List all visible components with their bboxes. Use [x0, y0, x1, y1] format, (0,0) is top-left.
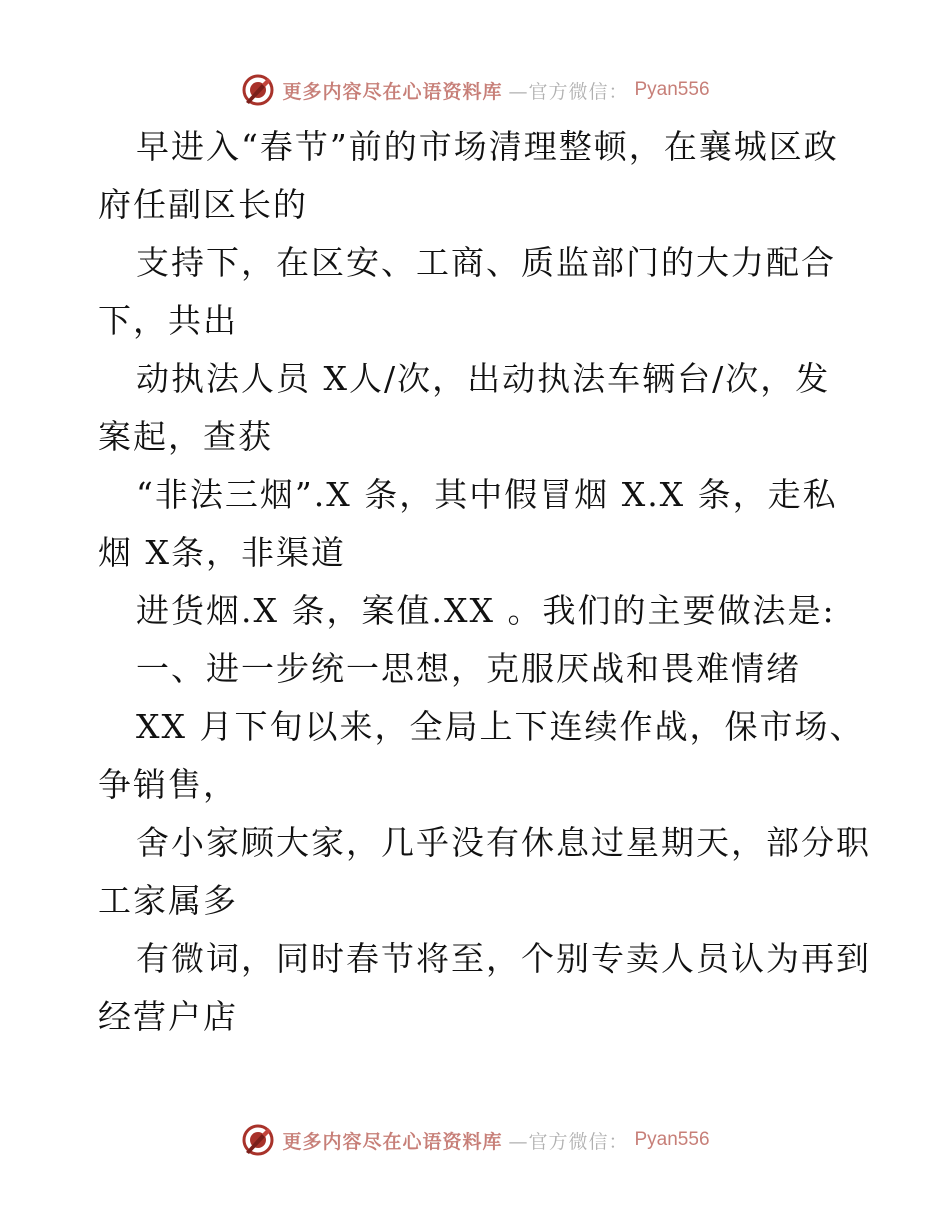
watermark-separator-text: —官方微信： [508, 80, 629, 103]
body-text-line: 一、进一步统一思想，克服厌战和畏难情绪 [136, 649, 801, 688]
header-watermark [0, 70, 950, 110]
body-text-line: 府任副区长的 [98, 185, 308, 224]
body-text-line: “非法三烟”.X 条，其中假冒烟 X.X 条，走私 [136, 475, 838, 514]
body-text-line: 经营户店 [98, 997, 238, 1036]
document-body [98, 118, 878, 1046]
body-text-line: 进货烟.X 条，案值.XX 。我们的主要做法是: [136, 591, 836, 630]
watermark-separator-text: —官方微信： [508, 1130, 629, 1153]
pen-circle-logo-icon [240, 72, 276, 108]
watermark-main-text: 更多内容尽在心语资料库 [282, 1130, 503, 1153]
pen-circle-logo-icon [240, 1122, 276, 1158]
body-text-line: 早进入“春节”前的市场清理整顿，在襄城区政 [136, 127, 839, 166]
body-text-line: 支持下，在区安、工商、质监部门的大力配合 [136, 243, 836, 282]
footer-watermark [0, 1120, 950, 1160]
body-text-line: 有微词，同时春节将至，个别专卖人员认为再到 [136, 939, 871, 978]
body-text-line: 下，共出 [98, 301, 238, 340]
watermark-wechat-id: Pyan556 [634, 1129, 710, 1150]
body-text-line: 舍小家顾大家，几乎没有休息过星期天，部分职 [136, 823, 871, 862]
body-text-line: 案起，查获 [98, 417, 273, 456]
body-text-line: XX 月下旬以来，全局上下连续作战，保市场、 [136, 707, 865, 746]
body-text-line: 争销售， [98, 765, 238, 804]
body-text-line: 烟 X条，非渠道 [98, 533, 346, 572]
watermark-main-text: 更多内容尽在心语资料库 [282, 80, 503, 103]
body-text-line: 工家属多 [98, 881, 238, 920]
watermark-wechat-id: Pyan556 [634, 79, 710, 100]
body-text-line: 动执法人员 X人/次，出动执法车辆台/次，发 [136, 359, 831, 398]
